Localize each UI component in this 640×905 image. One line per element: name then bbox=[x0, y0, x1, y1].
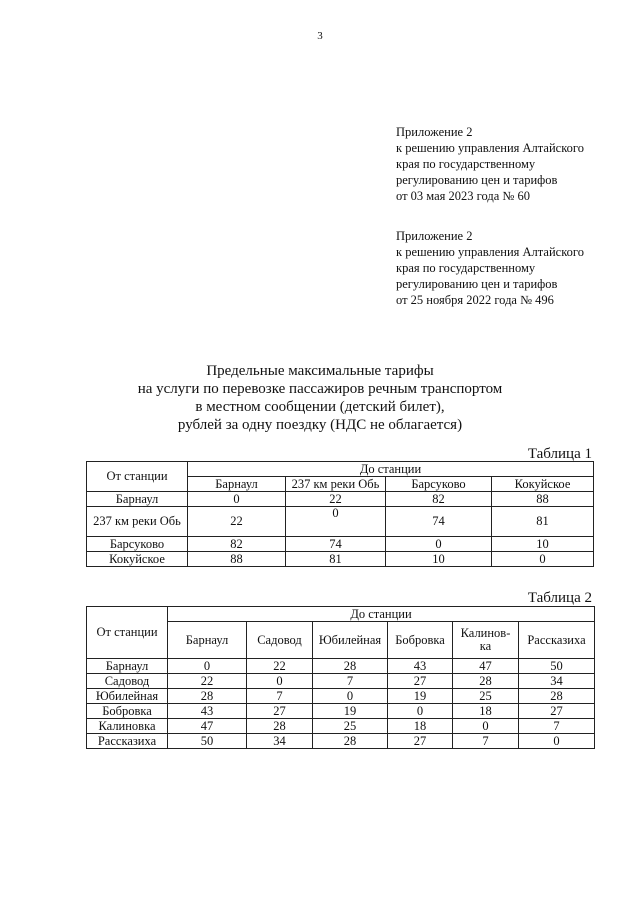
title-line: в местном сообщении (детский билет), bbox=[195, 399, 445, 415]
tariff-cell: 27 bbox=[519, 704, 595, 719]
annex-line: края по государственному bbox=[396, 261, 536, 275]
row-station: Барнаул bbox=[87, 492, 188, 507]
tariff-cell: 22 bbox=[247, 659, 313, 674]
tariff-table-1 bbox=[86, 461, 594, 567]
tariff-cell: 88 bbox=[492, 492, 594, 507]
annex-date: от 03 мая 2023 года № 60 bbox=[396, 189, 530, 203]
row-station: Калиновка bbox=[87, 719, 168, 734]
tariff-cell: 88 bbox=[188, 552, 286, 567]
tariff-cell: 22 bbox=[286, 492, 386, 507]
tariff-cell: 28 bbox=[313, 734, 388, 749]
tariff-cell: 22 bbox=[188, 507, 286, 537]
row-station: Кокуйское bbox=[87, 552, 188, 567]
row-station: Барсуково bbox=[87, 537, 188, 552]
table-row bbox=[87, 537, 594, 552]
to-station-header: До станции bbox=[188, 462, 594, 477]
table-row bbox=[87, 704, 595, 719]
tariff-cell: 10 bbox=[492, 537, 594, 552]
table-row bbox=[87, 552, 594, 567]
tariff-cell: 81 bbox=[492, 507, 594, 537]
column-header: Барнаул bbox=[188, 477, 286, 492]
annex-date: от 25 ноября 2022 года № 496 bbox=[396, 293, 554, 307]
tariff-cell: 28 bbox=[519, 689, 595, 704]
tariff-cell: 82 bbox=[188, 537, 286, 552]
tariff-cell: 0 bbox=[247, 674, 313, 689]
title-line: Предельные максимальные тарифы bbox=[206, 363, 434, 379]
tariff-cell: 28 bbox=[168, 689, 247, 704]
tariff-cell: 0 bbox=[519, 734, 595, 749]
annex-line: регулированию цен и тарифов bbox=[396, 173, 558, 187]
table-row bbox=[87, 659, 595, 674]
tariff-cell: 74 bbox=[386, 507, 492, 537]
tariff-cell: 7 bbox=[313, 674, 388, 689]
tariff-cell: 43 bbox=[388, 659, 453, 674]
table-1-label: Таблица 1 bbox=[527, 446, 592, 462]
column-header: Барсуково bbox=[386, 477, 492, 492]
tariff-cell: 19 bbox=[313, 704, 388, 719]
column-header: Юбилейная bbox=[313, 622, 388, 659]
tariff-cell: 27 bbox=[388, 734, 453, 749]
tariff-cell: 0 bbox=[188, 492, 286, 507]
from-station-header: От станции bbox=[87, 462, 188, 492]
column-header: Кокуйское bbox=[492, 477, 594, 492]
tariff-cell: 47 bbox=[453, 659, 519, 674]
tariff-cell: 50 bbox=[519, 659, 595, 674]
page-number: 3 bbox=[317, 30, 323, 42]
tariff-cell: 0 bbox=[492, 552, 594, 567]
annex-line: регулированию цен и тарифов bbox=[396, 277, 558, 291]
column-header: 237 км реки Обь bbox=[286, 477, 386, 492]
tariff-cell: 0 bbox=[386, 537, 492, 552]
column-header: Бобровка bbox=[388, 622, 453, 659]
row-station: Бобровка bbox=[87, 704, 168, 719]
row-station: Садовод bbox=[87, 674, 168, 689]
table-row bbox=[87, 689, 595, 704]
tariff-cell: 47 bbox=[168, 719, 247, 734]
row-station: 237 км реки Обь bbox=[87, 507, 188, 537]
tariff-cell: 25 bbox=[453, 689, 519, 704]
tariff-cell: 34 bbox=[247, 734, 313, 749]
tariff-cell: 28 bbox=[247, 719, 313, 734]
tariff-cell: 34 bbox=[519, 674, 595, 689]
tariff-cell: 19 bbox=[388, 689, 453, 704]
tariff-cell: 18 bbox=[388, 719, 453, 734]
tariff-cell: 0 bbox=[388, 704, 453, 719]
table-row bbox=[87, 719, 595, 734]
tariff-cell: 50 bbox=[168, 734, 247, 749]
tariff-cell: 7 bbox=[519, 719, 595, 734]
tariff-cell: 25 bbox=[313, 719, 388, 734]
tariff-cell: 22 bbox=[168, 674, 247, 689]
tariff-cell: 27 bbox=[247, 704, 313, 719]
tariff-cell: 74 bbox=[286, 537, 386, 552]
column-header: Садовод bbox=[247, 622, 313, 659]
tariff-cell: 0 bbox=[313, 689, 388, 704]
tariff-cell: 0 bbox=[168, 659, 247, 674]
tariff-cell: 28 bbox=[313, 659, 388, 674]
tariff-cell: 7 bbox=[453, 734, 519, 749]
tariff-cell: 0 bbox=[286, 507, 386, 537]
table-row bbox=[87, 507, 594, 537]
column-header: Калинов-ка bbox=[453, 622, 519, 659]
tariff-cell: 7 bbox=[247, 689, 313, 704]
tariff-cell: 43 bbox=[168, 704, 247, 719]
from-station-header: От станции bbox=[87, 607, 168, 659]
to-station-header: До станции bbox=[168, 607, 595, 622]
tariff-cell: 28 bbox=[453, 674, 519, 689]
table-row bbox=[87, 734, 595, 749]
title-line: на услуги по перевозке пассажиров речным транспортом bbox=[137, 381, 503, 397]
row-station: Барнаул bbox=[87, 659, 168, 674]
annex-block-current bbox=[396, 124, 636, 204]
table-row bbox=[87, 492, 594, 507]
column-header: Барнаул bbox=[168, 622, 247, 659]
annex-line: края по государственному bbox=[396, 157, 536, 171]
annex-block-previous bbox=[396, 228, 636, 308]
title-line: рублей за одну поездку (НДС не облагается) bbox=[177, 417, 463, 433]
tariff-table-2 bbox=[86, 606, 595, 749]
tariff-cell: 10 bbox=[386, 552, 492, 567]
row-station: Рассказиха bbox=[87, 734, 168, 749]
tariff-cell: 27 bbox=[388, 674, 453, 689]
tariff-cell: 18 bbox=[453, 704, 519, 719]
annex-title: Приложение 2 bbox=[396, 125, 473, 139]
table-2-label: Таблица 2 bbox=[527, 590, 592, 606]
tariff-cell: 82 bbox=[386, 492, 492, 507]
tariff-cell: 81 bbox=[286, 552, 386, 567]
document-title bbox=[0, 362, 640, 434]
row-station: Юбилейная bbox=[87, 689, 168, 704]
annex-line: к решению управления Алтайского bbox=[396, 245, 584, 259]
annex-line: к решению управления Алтайского bbox=[396, 141, 584, 155]
annex-title: Приложение 2 bbox=[396, 229, 473, 243]
tariff-cell: 0 bbox=[453, 719, 519, 734]
table-row bbox=[87, 674, 595, 689]
column-header: Рассказиха bbox=[519, 622, 595, 659]
